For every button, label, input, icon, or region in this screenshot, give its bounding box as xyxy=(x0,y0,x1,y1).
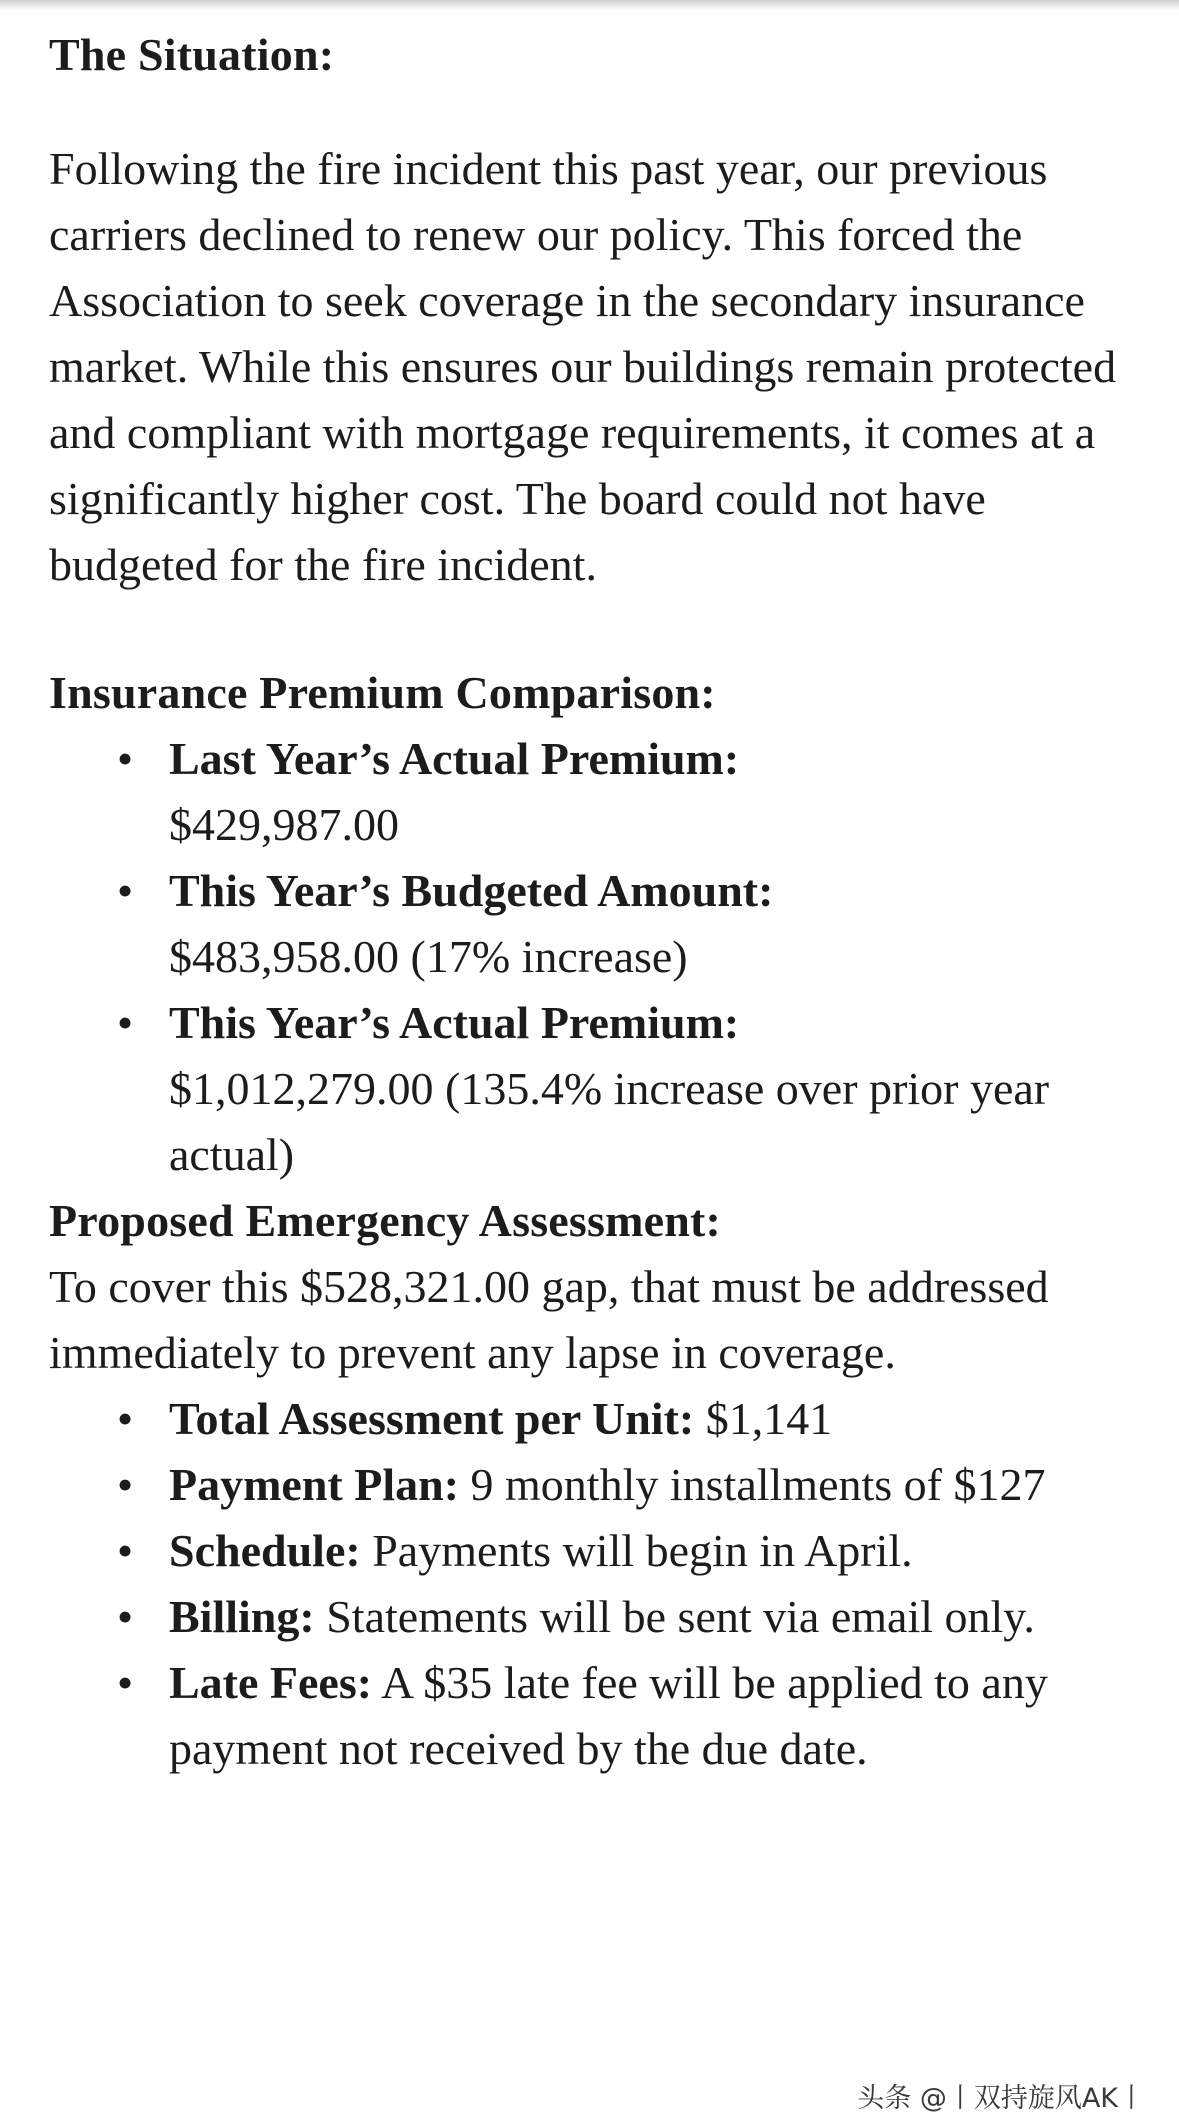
item-value: $1,012,279.00 (135.4% increase over prior year actual) xyxy=(169,1063,1050,1180)
bullet-icon: • xyxy=(117,997,134,1048)
list-item xyxy=(49,1650,1139,1782)
item-value: $1,141 xyxy=(705,1393,833,1444)
item-value: Payments will begin in April. xyxy=(372,1525,913,1576)
list-item xyxy=(49,1452,1139,1518)
situation-paragraph: Following the fire incident this past year, our previous carriers declined to renew our policy. This forced the Association to seek coverage in the secondary insurance market. While this ensures our buildings remain protected and compliant with mortgage requirements, it comes at a significantly higher cost. The board could not have budgeted for the fire incident. xyxy=(49,143,1117,590)
bullet-icon: • xyxy=(117,1591,134,1642)
bullet-icon: • xyxy=(117,865,134,916)
list-item xyxy=(49,1386,1139,1452)
document-body xyxy=(49,0,1139,1782)
premium-comparison-list xyxy=(49,726,1139,1188)
watermark: 头条 @丨双持旋风AK丨 xyxy=(851,2074,1151,2117)
assessment-heading: Proposed Emergency Assessment: xyxy=(49,1195,722,1246)
list-item xyxy=(49,858,1139,990)
item-value: $429,987.00 xyxy=(169,799,399,850)
item-value: Statements will be sent via email only. xyxy=(326,1591,1035,1642)
item-label: Schedule: xyxy=(169,1525,361,1576)
item-label: Total Assessment per Unit: xyxy=(169,1393,695,1444)
item-label: This Year’s Budgeted Amount: xyxy=(169,865,774,916)
item-label: Billing: xyxy=(169,1591,315,1642)
item-label: Last Year’s Actual Premium: xyxy=(169,733,740,784)
bullet-icon: • xyxy=(117,1393,134,1444)
bullet-icon: • xyxy=(117,733,134,784)
item-label: Payment Plan: xyxy=(169,1459,460,1510)
bullet-icon: • xyxy=(117,1657,134,1708)
item-value: $483,958.00 (17% increase) xyxy=(169,931,688,982)
situation-heading: The Situation: xyxy=(49,29,335,80)
list-item xyxy=(49,1518,1139,1584)
list-item xyxy=(49,990,1139,1188)
list-item xyxy=(49,726,1139,858)
item-label: Late Fees: xyxy=(169,1657,373,1708)
item-value: A $35 late fee will be applied to any payment not received by the due date. xyxy=(169,1657,1048,1774)
assessment-intro: To cover this $528,321.00 gap, that must be addressed immediately to prevent any lapse in coverage. xyxy=(49,1261,1049,1378)
bullet-icon: • xyxy=(117,1525,134,1576)
item-value: 9 monthly installments of $127 xyxy=(470,1459,1046,1510)
list-item xyxy=(49,1584,1139,1650)
item-label: This Year’s Actual Premium: xyxy=(169,997,740,1048)
premium-comparison-heading: Insurance Premium Comparison: xyxy=(49,667,716,718)
bullet-icon: • xyxy=(117,1459,134,1510)
assessment-list xyxy=(49,1386,1139,1782)
